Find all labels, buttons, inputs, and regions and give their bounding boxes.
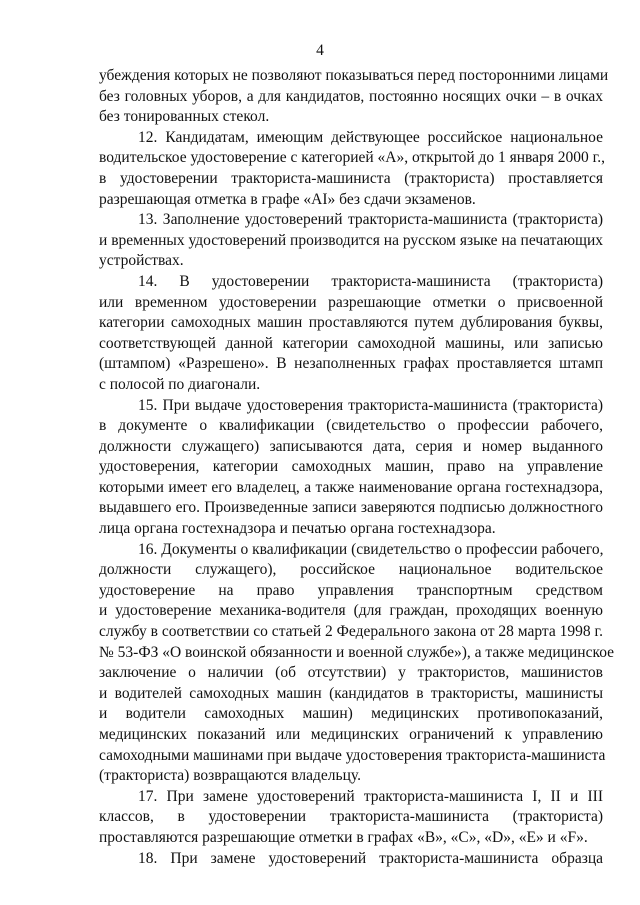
text-line: которыми имеет его владелец, а также наименование органа гостехнадзора, [99,478,603,496]
text-line: удостоверения, категории самоходных машин, право на управление [99,458,603,476]
text-line: (тракториста) возвращаются владельцу. [99,767,361,785]
text-line: удостоверение на право управления транспортным средством [99,581,603,599]
text-line: лица органа гостехнадзора и печатью органа гостехнадзора. [99,520,496,538]
text-line: 12. Кандидатам, имеющим действующее российское национальное [138,128,603,146]
paragraph-p16 [99,540,615,787]
paragraph-p-continued [99,66,609,128]
paragraph-p15 [99,396,603,540]
text-line: в документе о квалификации (свидетельство о профессии рабочего, [99,417,603,435]
text-line: 16. Документы о квалификации (свидетельство о профессии рабочего, [138,540,604,558]
paragraph-p18 [99,849,603,870]
document-body [99,66,615,869]
text-line: классов, в удостоверении тракториста-машиниста (тракториста) [99,808,603,826]
text-line: без тонированных стекол. [99,108,270,126]
text-line: в удостоверении тракториста-машиниста (тракториста) проставляется [99,169,603,187]
text-line: убеждения которых не позволяют показываться перед посторонними лицами [99,67,609,84]
paragraph-p13 [99,210,603,272]
text-line: должности служащего), российское национальное водительское [99,561,603,579]
text-line: соответствующей данной категории самоходной машины, или записью [99,334,603,352]
text-line: устройствах. [99,252,184,270]
text-line: без головных уборов, а для кандидатов, постоянно носящих очки – в очках [99,87,603,105]
paragraph-p14 [99,272,603,396]
text-line: 13. Заполнение удостоверений тракториста-машиниста (тракториста) [138,211,603,229]
text-line: разрешающая отметка в графе «AI» без сдачи экзаменов. [99,190,476,208]
text-line: (штампом) «Разрешено». В незаполненных графах проставляется штамп [99,355,603,373]
text-line: с полосой по диагонали. [99,375,261,393]
paragraph-p17 [99,787,603,849]
text-line: 18. При замене удостоверений тракториста-машиниста образца [138,849,603,867]
text-line: 14. В удостоверении тракториста-машиниста (тракториста) [138,272,603,290]
text-line: категории самоходных машин проставляются путем дублирования буквы, [99,314,603,332]
text-line: и водителей самоходных машин (кандидатов в трактористы, машинисты [99,684,603,702]
text-line: и водители самоходных машин) медицинских противопоказаний, [99,705,603,723]
text-line: 17. При замене удостоверений тракториста-машиниста I, II и III [138,787,603,805]
text-line: № 53-ФЗ «О воинской обязанности и военной службе»), а также медицинское [99,643,615,661]
text-line: медицинских показаний или медицинских ограничений к управлению [99,726,603,743]
text-line: и удостоверение механика-водителя (для граждан, проходящих военную [99,602,603,620]
paragraph-p12 [99,128,606,210]
text-line: проставляются разрешающие отметки в графах «B», «C», «D», «E» и «F». [99,828,588,846]
text-line: или временном удостоверении разрешающие отметки о присвоенной [99,293,603,311]
text-line: должности служащего) записываются дата, серия и номер выданного [99,437,603,455]
text-line: службу в соответствии со статьей 2 Федерального закона от 28 марта 1998 г. [99,623,603,641]
text-line: водительское удостоверение с категорией «А», открытой до 1 января 2000 г., [99,149,606,167]
text-line: заключение о наличии (об отсутствии) у трактористов, машинистов [99,664,603,682]
text-line: 15. При выдаче удостоверения тракториста-машиниста (тракториста) [138,396,603,414]
page-number: 4 [316,42,324,59]
text-line: и временных удостоверений производится на русском языке на печатающих [99,231,603,249]
text-line: самоходными машинами при выдаче удостоверения тракториста-машиниста [99,746,606,764]
text-line: выдавшего его. Произведенные записи заверяются подписью должностного [99,499,603,517]
